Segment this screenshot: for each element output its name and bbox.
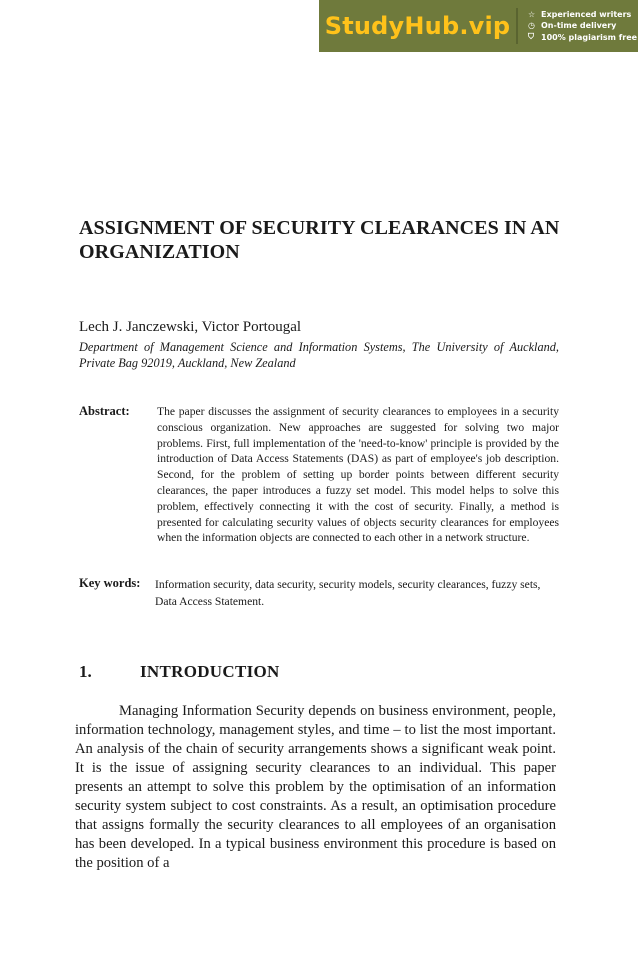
author-affiliation: Department of Management Science and Information Systems, The University of Auckland, Private Bag 92019, Auckland, New Zealand	[79, 340, 559, 370]
feature-text: 100% plagiarism free	[541, 32, 638, 42]
keywords-text: Information security, data security, security models, security clearances, fuzzy sets, Data Access Statement.	[155, 578, 541, 608]
keywords-label: Key words:	[79, 576, 141, 590]
star-icon: ☆	[528, 10, 536, 19]
feature-item	[528, 21, 638, 30]
shield-icon: ⛉	[528, 32, 534, 41]
paper-title: ASSIGNMENT OF SECURITY CLEARANCES IN AN ORGANIZATION	[79, 217, 560, 263]
feature-item	[528, 10, 638, 19]
abstract-text: The paper discusses the assignment of security clearances to employees in a security conscious organization. New approaches are suggested for solving two major problems. First, full implementation of the 'need-to-know' principle is provided by the introduction of Data Access Statements (DAS) as part of employee's job description. Second, for the problem of setting up border points between different security clearances, the paper introduces a fuzzy set model. This model helps to solve this problem, effectively connecting it with the cost of security. Finally, a method is presented for calculating security values of objects security clearances for employees when the information objects are connected to each other in a network structure.	[157, 405, 559, 545]
studyhub-banner[interactable]	[319, 0, 638, 52]
clock-icon: ◷	[528, 21, 535, 30]
section-heading: INTRODUCTION	[140, 662, 280, 681]
brand-logo[interactable]: StudyHub.vip	[324, 12, 511, 40]
abstract-label: Abstract:	[79, 404, 130, 418]
feature-text: On-time delivery	[541, 21, 617, 30]
paper-authors: Lech J. Janczewski, Victor Portougal	[79, 319, 302, 335]
feature-item	[528, 32, 638, 42]
feature-text: Experienced writers	[541, 10, 632, 19]
feature-list	[518, 0, 638, 52]
intro-paragraph: Managing Information Security depends on business environment, people, information technology, management styles, and time – to list the most important. An analysis of the chain of security arrangements shows a significant weak point. It is the issue of assigning security clearances to an individual. This paper presents an attempt to solve this problem by the optimisation of an information security system subject to cost constraints. As a result, an optimisation procedure that assigns formally the security clearances to all employees of an organisation has been developed. In a typical business environment this procedure is based on the position of a	[75, 703, 556, 871]
section-number: 1.	[79, 662, 92, 681]
